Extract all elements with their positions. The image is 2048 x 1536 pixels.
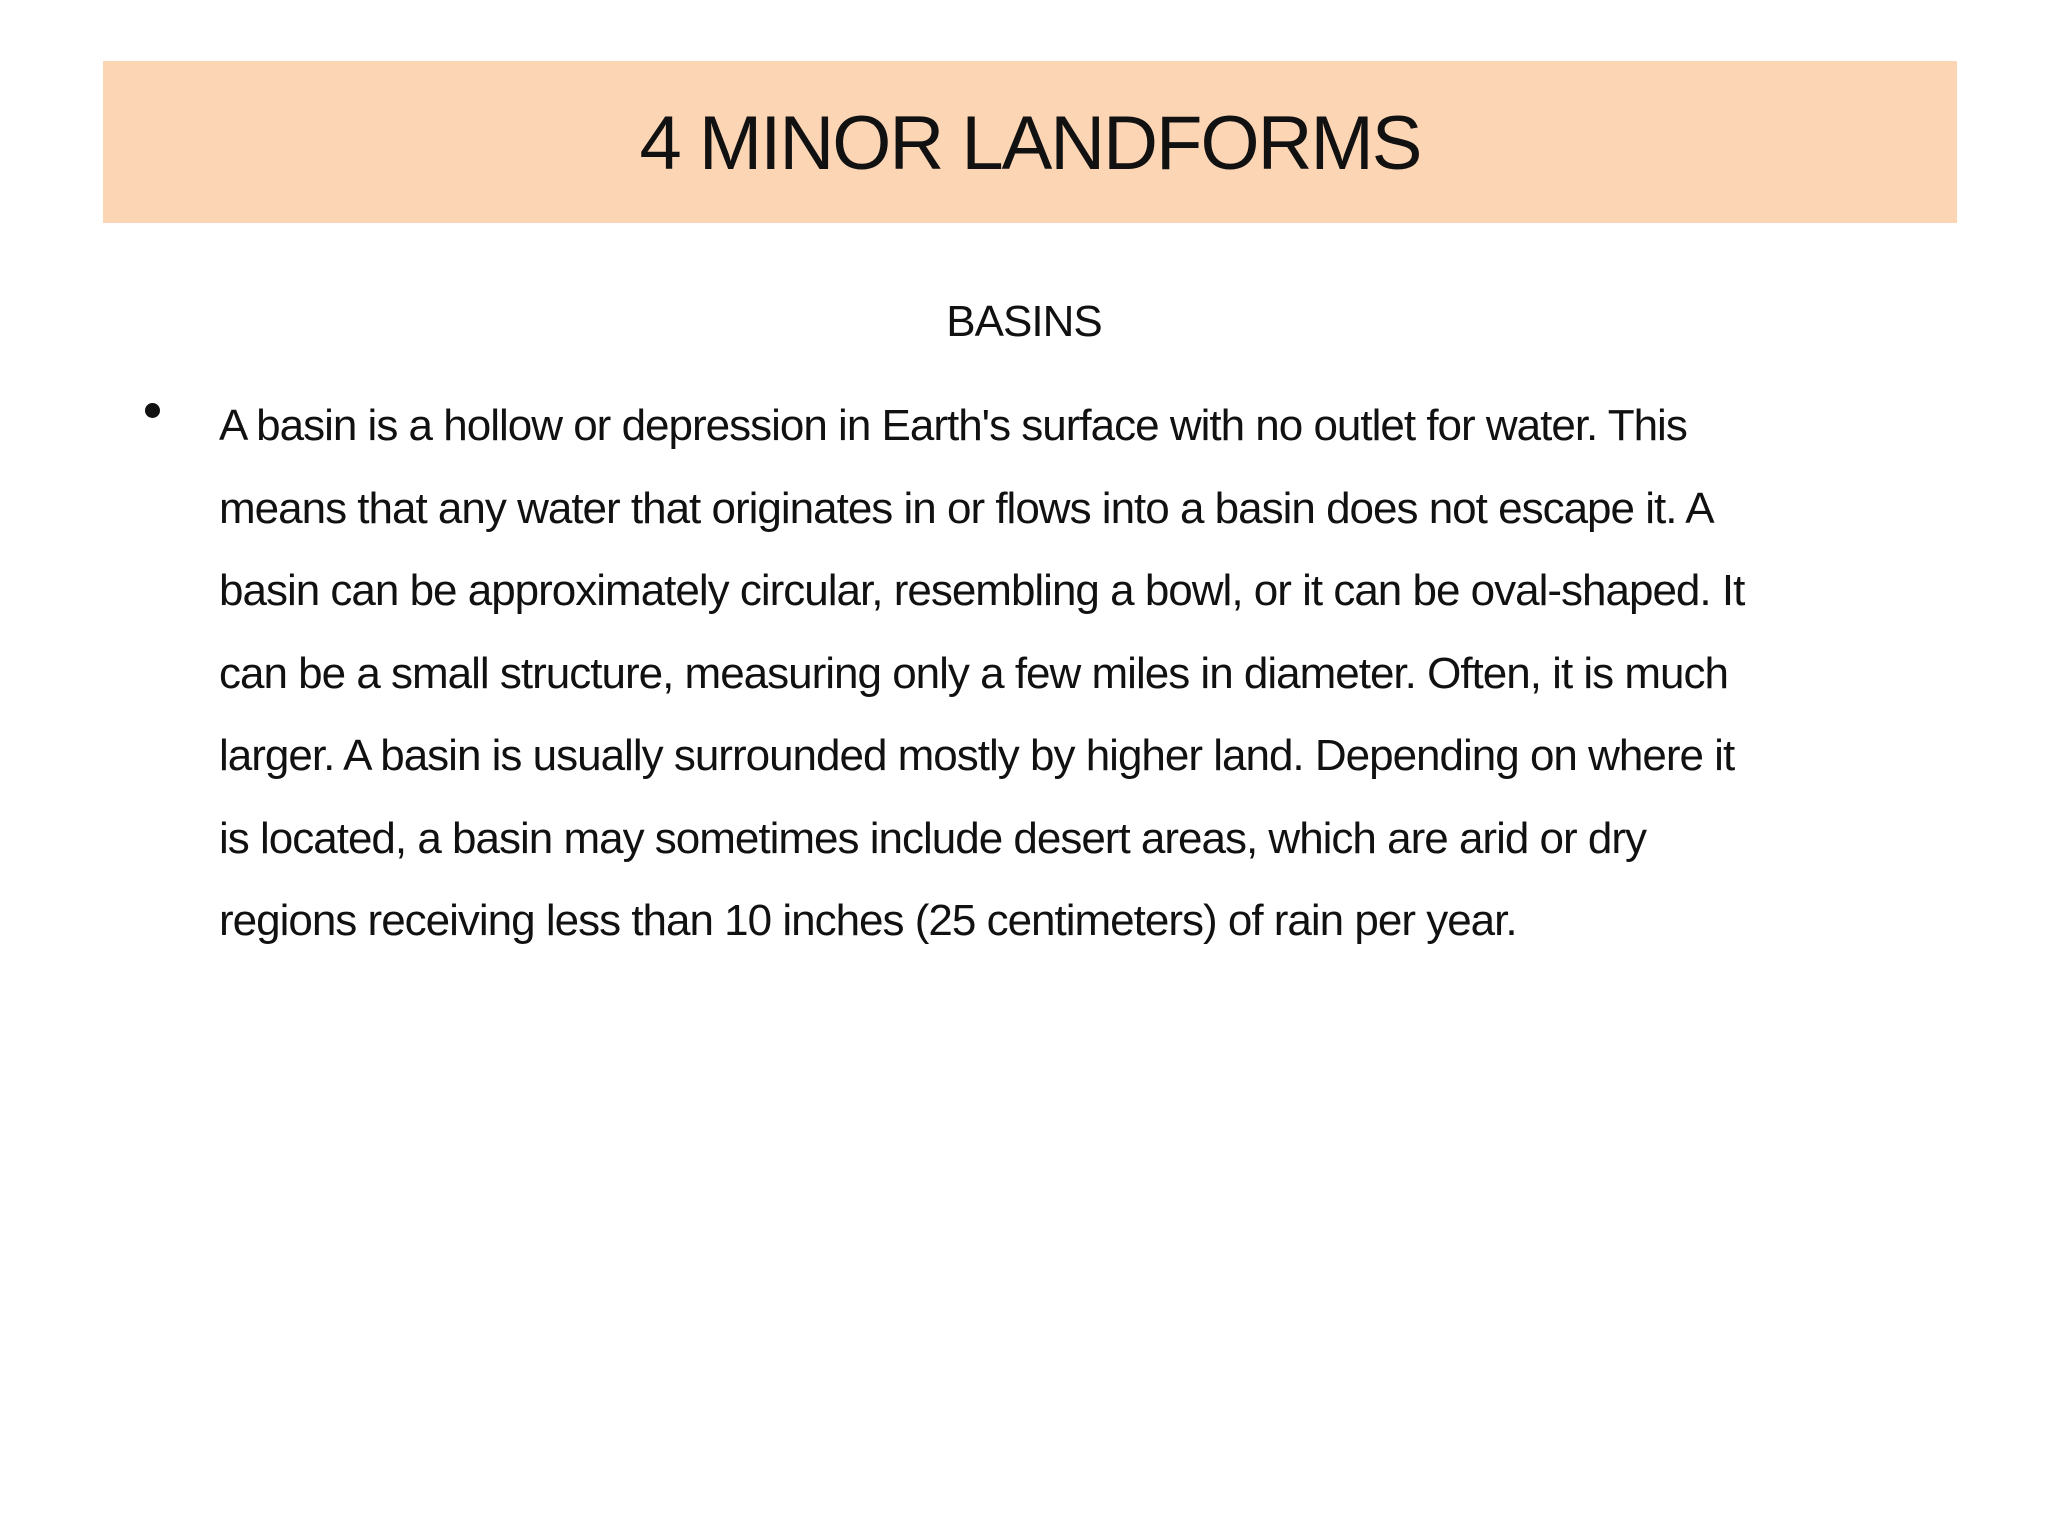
slide-title: 4 MINOR LANDFORMS: [639, 101, 1421, 186]
paragraph-line: is located, a basin may sometimes include desert areas, which are arid or dry: [219, 813, 1647, 863]
paragraph-line: can be a small structure, measuring only a few miles in diameter. Often, it is much: [219, 648, 1728, 698]
paragraph-line: regions receiving less than 10 inches (25 centimeters) of rain per year.: [219, 896, 1517, 945]
bullet-paragraph: [219, 385, 2009, 963]
bullet-dot-icon: [145, 403, 160, 418]
paragraph-line: means that any water that originates in or flows into a basin does not escape it. A: [219, 483, 1714, 533]
paragraph-line: A basin is a hollow or depression in Earth's surface with no outlet for water. This: [219, 401, 1687, 450]
paragraph-line: basin can be approximately circular, resembling a bowl, or it can be oval-shaped. It: [219, 566, 1745, 615]
section-heading: BASINS: [946, 297, 1102, 346]
paragraph-line: larger. A basin is usually surrounded mostly by higher land. Depending on where it: [219, 731, 1735, 780]
